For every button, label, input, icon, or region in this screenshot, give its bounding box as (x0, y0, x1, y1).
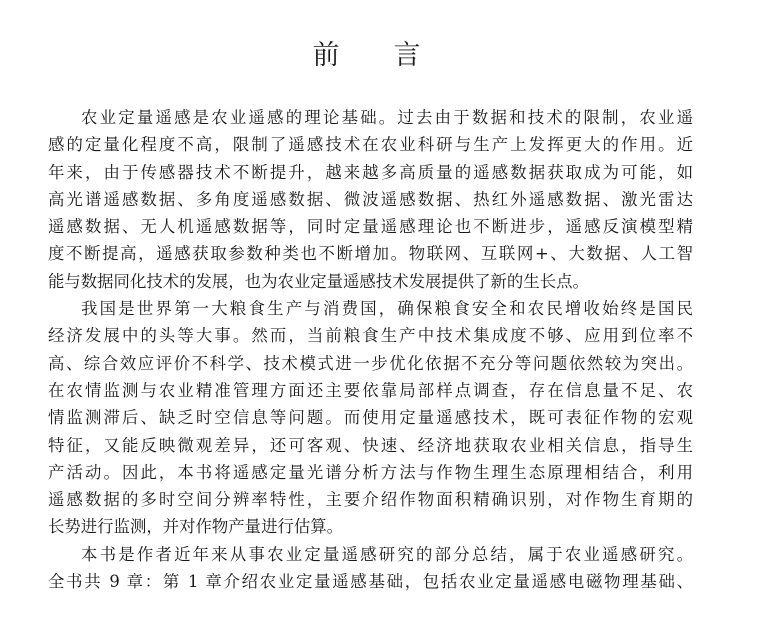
text-line: 经济发展中的头等大事。然而，当前粮食生产中技术集成度不够、应用到位率不 (48, 326, 693, 346)
text-line: 农业定量遥感是农业遥感的理论基础。过去由于数据和技术的限制，农业遥 (81, 108, 693, 127)
text-line: 遥感数据的多时空间分辨率特性，主要介绍作物面积精确识别，对作物生育期的 (48, 490, 693, 510)
text-line: 年来，由于传感器技术不断提升，越来越多高质量的遥感数据获取成为可能，如 (48, 162, 693, 182)
page-title: 前 言 (312, 40, 421, 71)
text-line: 情监测滞后、缺乏时空信息等问题。而使用定量遥感技术，既可表征作物的宏观 (48, 408, 693, 428)
text-line: 感的定量化程度不高，限制了遥感技术在农业科研与生产上发挥更大的作用。近 (48, 135, 693, 155)
text-line: 在农情监测与农业精准管理方面还主要依靠局部样点调查，存在信息量不足、农 (48, 380, 693, 400)
text-line: 度不断提高，遥感获取参数种类也不断增加。物联网、互联网+、大数据、人工智 (48, 244, 693, 264)
text-line: 我国是世界第一大粮食生产与消费国，确保粮食安全和农民增收始终是国民 (81, 299, 693, 319)
text-line: 产活动。因此，本书将遥感定量光谱分析方法与作物生理生态原理相结合，利用 (48, 462, 693, 482)
text-line: 能与数据同化技术的发展，也为农业定量遥感技术发展提供了新的生长点。 (48, 271, 589, 291)
text-line: 全书共 9 章：第 1 章介绍农业定量遥感基础，包括农业定量遥感电磁物理基础、 (48, 572, 693, 592)
text-line: 遥感数据、无人机遥感数据等，同时定量遥感理论也不断进步，遥感反演模型精 (48, 217, 693, 237)
text-line: 特征，又能反映微观差异，还可客观、快速、经济地获取农业相关信息，指导生 (48, 435, 693, 455)
text-line: 长势进行监测，并对作物产量进行估算。 (48, 517, 344, 537)
text-line: 高光谱遥感数据、多角度遥感数据、微波遥感数据、热红外遥感数据、激光雷达 (48, 189, 693, 209)
body-text (48, 104, 693, 595)
text-line: 本书是作者近年来从事农业定量遥感研究的部分总结，属于农业遥感研究。 (81, 544, 693, 564)
text-line: 高、综合效应评价不科学、技术模式进一步优化依据不充分等问题依然较为突出。 (48, 353, 693, 373)
